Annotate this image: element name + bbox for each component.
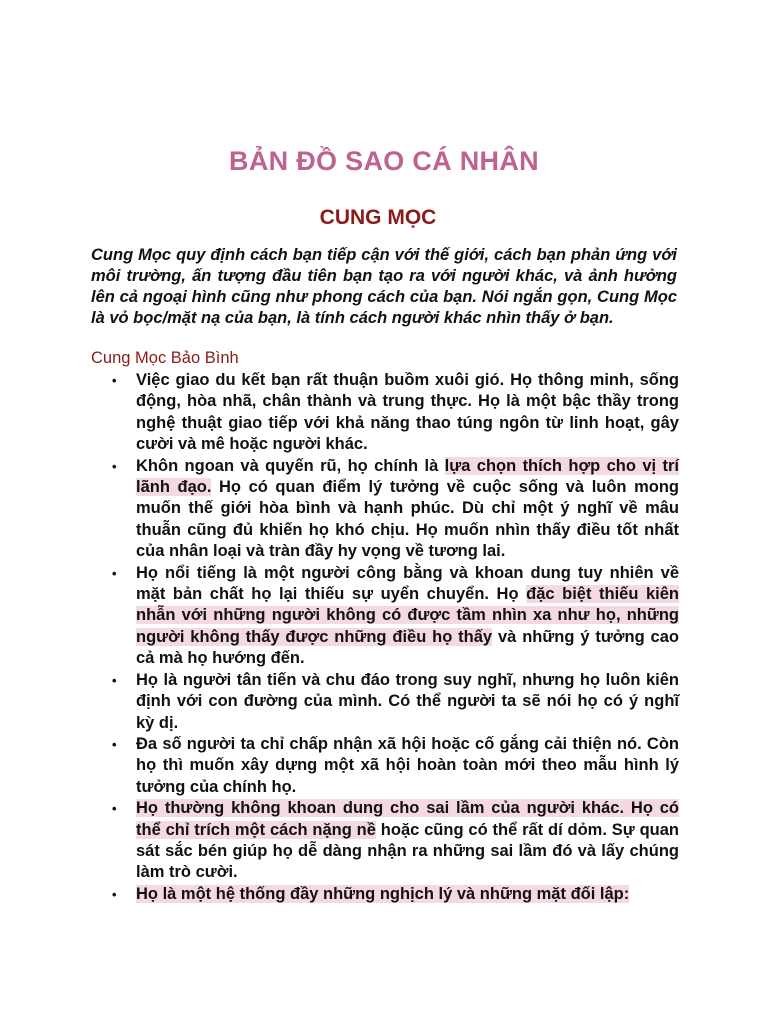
highlighted-text: Họ thường không khoan dung cho sai lầm của người khác. Họ có thể chỉ trích một cách nặng nề: [136, 799, 679, 839]
list-item: [91, 370, 679, 456]
page-title: BẢN ĐỒ SAO CÁ NHÂN: [229, 146, 539, 176]
list-item: [91, 670, 679, 734]
highlighted-text: đặc biệt thiếu kiên nhẫn với những người không có được tầm nhìn xa như họ, những người không thấy được những điều họ thấy: [136, 585, 680, 646]
list-item-text: Khôn ngoan và quyến rũ, họ chính là: [136, 456, 445, 475]
section-heading: Cung Mọc Bảo Bình: [91, 349, 239, 367]
list-item-text: hoặc cũng có thể rất dí dỏm. Sự quan sát sắc bén giúp họ dễ dàng nhận ra những sai lầm đó và lấy chúng làm trò cười.: [136, 820, 679, 882]
page-subtitle: CUNG MỌC: [319, 206, 437, 229]
list-item: [91, 798, 679, 884]
list-item-text: Việc giao du kết bạn rất thuận buồm xuôi gió. Họ thông minh, sống động, hòa nhã, chân thành và trung thực. Họ là một bậc thầy trong nghệ thuật giao tiếp với khả năng thao túng ngôn từ linh hoạt, gây cười và mê hoặc người khác.: [136, 371, 679, 454]
highlighted-text: Họ là một hệ thống đầy những nghịch lý và những mặt đối lập:: [136, 884, 630, 903]
bullet-icon: •: [112, 736, 117, 752]
bullet-icon: •: [112, 886, 117, 902]
bullet-icon: •: [112, 565, 117, 581]
bullet-icon: •: [112, 801, 117, 817]
list-item-text: và những ý tưởng cao cả mà họ hướng đến.: [136, 627, 679, 668]
bullet-icon: •: [112, 672, 117, 688]
bullet-list: [91, 370, 679, 905]
highlighted-text: lựa chọn thích hợp cho vị trí lãnh đạo.: [136, 456, 679, 497]
list-item-text: Đa số người ta chỉ chấp nhận xã hội hoặc cố gắng cải thiện nó. Còn họ thì muốn xây dựng một xã hội hoàn toàn mới theo mẫu hình lý tưởng của chính họ.: [136, 734, 679, 796]
intro-paragraph: Cung Mọc quy định cách bạn tiếp cận với thế giới, cách bạn phản ứng với môi trường, ấn tượng đầu tiên bạn tạo ra với người khác, và ảnh hưởng lên cả ngoại hình cũng như phong cách của bạn. Nói ngắn gọn, Cung Mọc là vỏ bọc/mặt nạ của bạn, là tính cách người khác nhìn thấy ở bạn.: [91, 246, 677, 327]
list-item-text: Họ nổi tiếng là một người công bằng và khoan dung tuy nhiên về mặt bản chất họ lại thiếu sự uyển chuyển. Họ: [136, 563, 679, 604]
list-item: [91, 563, 679, 670]
list-item-text: Họ có quan điểm lý tưởng về cuộc sống và luôn mong muốn thế giới hòa bình và hạnh phúc. Dù chỉ một ý nghĩ về mâu thuẫn cũng đủ khiến họ khó chịu. Họ muốn nhìn thấy điều tốt nhất của nhân loại và tràn đầy hy vọng về tương lai.: [136, 478, 679, 561]
bullet-icon: •: [112, 373, 117, 388]
list-item: [91, 734, 679, 798]
list-item: [91, 456, 679, 563]
bullet-icon: •: [112, 458, 117, 474]
list-item-text: Họ là người tân tiến và chu đáo trong suy nghĩ, nhưng họ luôn kiên định với con đường của mình. Có thể người ta sẽ nói họ có ý nghĩ kỳ dị.: [136, 670, 679, 732]
list-item: [91, 884, 679, 905]
